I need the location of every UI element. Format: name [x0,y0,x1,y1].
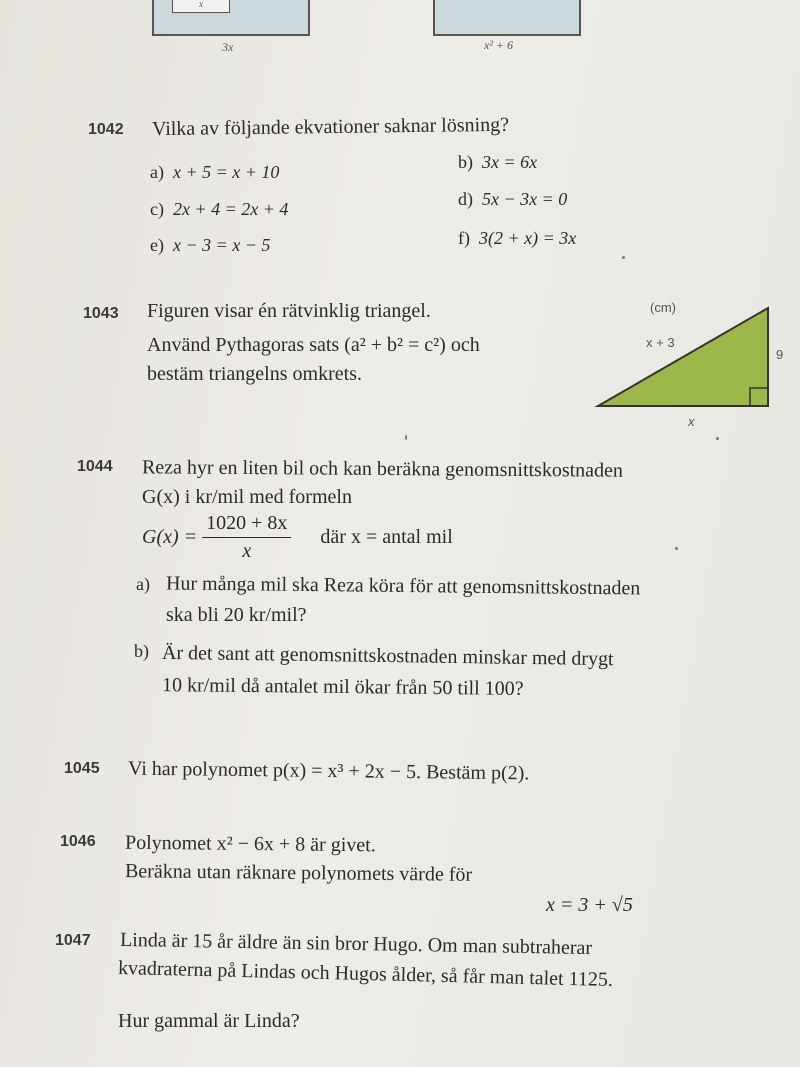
problem-number-1046: 1046 [60,833,96,850]
top-left-bottom-label: 3x [222,40,234,54]
option-f: f) 3(2 + x) = 3x [458,228,577,248]
problem-1047-line2: kvadraterna på Lindas och Hugos ålder, så får man talet 1125. [117,956,614,992]
triangle-unit-label: (cm) [650,300,676,315]
problem-1044-b-line2: 10 kr/mil då antalet mil ökar från 50 till 100? [161,674,524,700]
option-b: b) 3x = 6x [458,152,538,172]
problem-number-1042: 1042 [88,121,124,138]
problem-number-1047: 1047 [55,932,91,949]
problem-1044-line1: Reza hyr en liten bil och kan beräkna genomsnittskostnaden [141,456,624,482]
problem-1042-question: Vilka av följande ekvationer saknar lösning? [151,113,510,141]
top-left-figure [152,0,310,36]
option-d: d) 5x − 3x = 0 [458,189,568,209]
paper-speck [405,435,407,440]
formula-note: där x = antal mil [320,526,453,548]
problem-1046-line1: Polynomet x² − 6x + 8 är givet. [124,831,376,857]
top-left-inner-label: x [199,0,203,9]
problem-1044-a-line1: Hur många mil ska Reza köra för att genomsnittskostnaden [165,572,641,600]
top-right-figure [433,0,581,36]
formula-1044 [142,512,453,563]
problem-1044-b-line1: Är det sant att genomsnittskostnaden minskar med drygt [161,641,614,671]
top-right-bottom-label: x² + 6 [484,38,514,52]
problem-number-1044: 1044 [77,458,113,475]
problem-1044-a-line2: ska bli 20 kr/mil? [166,604,307,626]
option-c: c) 2x + 4 = 2x + 4 [150,199,289,219]
problem-1046-line2: Beräkna utan räknare polynomets värde för [124,860,473,886]
problem-1045-text: Vi har polynomet p(x) = x³ + 2x − 5. Bestäm p(2). [127,757,530,785]
problem-1044-a-label: a) [136,574,150,594]
problem-1044-line2: G(x) i kr/mil med formeln [142,486,352,508]
option-e: e) x − 3 = x − 5 [150,235,271,255]
right-triangle-figure [590,300,780,410]
paper-speck [716,437,719,440]
problem-number-1045: 1045 [64,760,100,777]
triangle-shape [598,308,768,406]
problem-1046-value: x = 3 + √5 [546,894,633,916]
triangle-base-label: x [688,414,695,429]
triangle-side-label: 9 [776,347,784,362]
problem-1043-line1: Figuren visar én rätvinklig triangel. [147,300,431,322]
formula-denominator: x [242,540,252,562]
problem-1047-line3: Hur gammal är Linda? [118,1010,300,1032]
problem-number-1043: 1043 [83,305,119,322]
formula-lhs: G(x) = [142,526,198,548]
paper-speck [675,547,678,550]
formula-numerator: 1020 + 8x [202,512,291,538]
problem-1047-line1: Linda är 15 år äldre än sin bror Hugo. Om man subtraherar [119,928,593,960]
problem-1044-b-label: b) [134,641,149,661]
paper-speck [622,256,625,259]
option-a: a) x + 5 = x + 10 [150,162,280,182]
triangle-hyp-label: x + 3 [646,335,675,350]
top-left-inner-box [172,0,230,13]
formula-fraction [202,512,291,563]
problem-1043-line2: Använd Pythagoras sats (a² + b² = c²) och [147,334,480,356]
problem-1043-line3: bestäm triangelns omkrets. [147,363,362,385]
